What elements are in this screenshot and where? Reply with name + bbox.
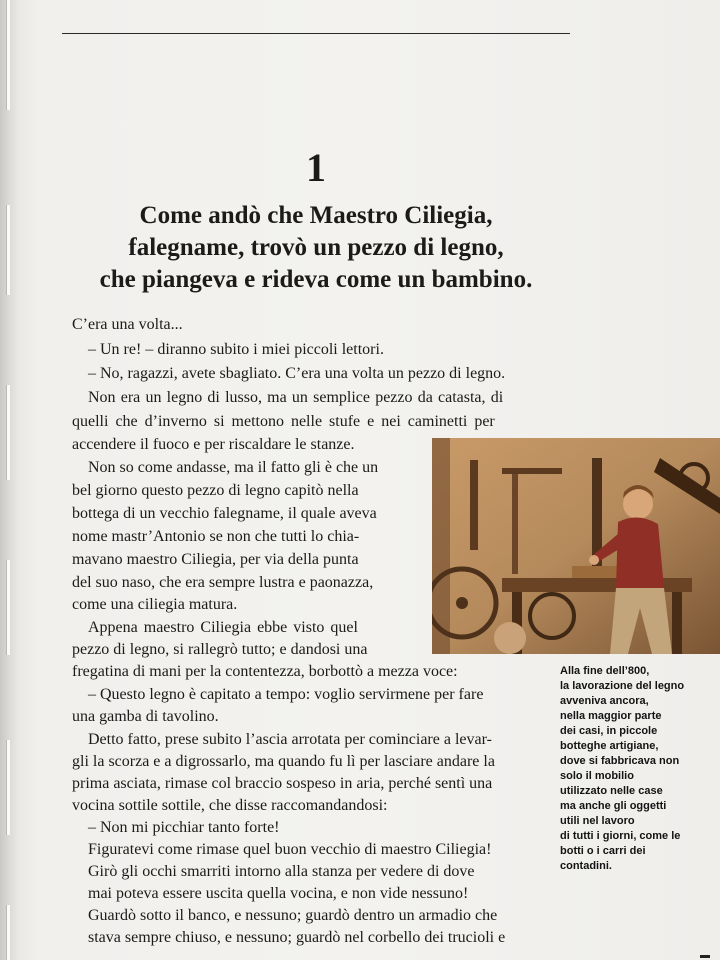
illustration-caption	[560, 664, 720, 874]
page-corner-mark	[700, 955, 710, 958]
workbench-leg	[672, 592, 682, 654]
lathe-hub	[456, 597, 468, 609]
body-line: Non era un legno di lusso, ma un semplice pezzo da catasta, di	[88, 389, 504, 406]
binding-stitch	[6, 560, 10, 655]
body-line: bottega di un vecchio falegname, il quale aveva	[72, 505, 377, 522]
caption-line: utili nel lavoro	[560, 815, 635, 827]
chapter-title-line: falegname, trovò un pezzo di legno,	[128, 234, 504, 261]
caption-line: botteghe artigiane,	[560, 740, 659, 752]
caption-line: di tutti i giorni, come le	[560, 830, 681, 842]
body-line: vocina sottile sottile, che disse raccomandandosi:	[72, 797, 388, 814]
caption-line: nella maggior parte	[560, 710, 662, 722]
body-line: fregatina di mani per la contentezza, borbottò a mezza voce:	[72, 663, 458, 680]
body-line: C’era una volta...	[72, 316, 183, 333]
binding-stitch	[6, 205, 10, 295]
body-line: – Questo legno è capitato a tempo: voglio servirmene per fare	[88, 686, 484, 703]
chapter-title-line: che piangeva e rideva come un bambino.	[99, 266, 533, 293]
body-line: Figuratevi come rimase quel buon vecchio di maestro Ciliegia!	[88, 841, 492, 858]
body-line: una gamba di tavolino.	[72, 708, 219, 725]
workshop-picture	[432, 438, 720, 654]
body-line: accendere il fuoco e per riscaldare le stanze.	[72, 436, 355, 453]
body-line: del suo naso, che era sempre lustra e paonazza,	[72, 574, 374, 591]
carpentry-workshop-illustration	[432, 438, 720, 654]
caption-line: avveniva ancora,	[560, 695, 649, 707]
body-line: bel giorno questo pezzo di legno capitò nella	[72, 482, 359, 499]
body-line: – Non mi picchiar tanto forte!	[88, 819, 280, 836]
body-line: Guardò sotto il banco, e nessuno; guardò dentro un armadio che	[88, 907, 498, 924]
boy-hand	[589, 555, 599, 565]
wall-beam	[470, 460, 478, 550]
caption-line: utilizzato nelle case	[560, 785, 663, 797]
body-line: prima asciata, rimase col braccio sospeso in aria, perché sentì una	[72, 775, 493, 792]
body-line: pezzo di legno, si rallegrò tutto; e dandosi una	[72, 641, 368, 658]
caption-line: dei casi, in piccole	[560, 725, 658, 737]
binding-stitch	[6, 740, 10, 835]
caption-line: contadini.	[560, 860, 612, 872]
wall-shelf	[502, 468, 562, 474]
body-line: – Un re! – diranno subito i miei piccoli lettori.	[88, 341, 384, 358]
header-rule	[62, 33, 570, 34]
caption-line: botti o i carri dei	[560, 845, 646, 857]
lathe-post	[512, 474, 518, 574]
binding-stitch	[6, 385, 10, 480]
body-line: nome mastr’Antonio se non che tutti lo chia-	[72, 528, 360, 545]
body-line: mai poteva essere uscita quella vocina, e non vide nessuno!	[88, 885, 469, 902]
boy-head	[623, 489, 653, 519]
body-line: stava sempre chiuso, e nessuno; guardò nel corbello dei trucioli e	[88, 929, 506, 946]
chapter-title-line: Come andò che Maestro Ciliegia,	[139, 202, 493, 229]
caption-line: Alla fine dell’800,	[560, 665, 650, 677]
body-line: Girò gli occhi smarriti intorno alla stanza per vedere di dove	[88, 863, 475, 880]
caption-line: solo il mobilio	[560, 770, 634, 782]
chapter-title	[62, 200, 570, 296]
body-line: – No, ragazzi, avete sbagliato. C’era una volta un pezzo di legno.	[88, 365, 506, 382]
binding-stitch	[6, 905, 10, 960]
caption-line: la lavorazione del legno	[560, 680, 685, 692]
boy-shirt	[616, 517, 664, 588]
body-line: Appena maestro Ciliegia ebbe visto quel	[88, 619, 358, 636]
body-line: Detto fatto, prese subito l’ascia arrotata per cominciare a levar-	[88, 731, 492, 748]
body-line: mavano maestro Ciliegia, per via della punta	[72, 551, 359, 568]
body-line: Non so come andasse, ma il fatto gli è che un	[88, 459, 379, 476]
body-line: quelli che d’inverno si mettono nelle stufe e nei caminetti per	[72, 413, 495, 430]
chapter-number: 1	[306, 145, 326, 190]
caption-line: ma anche gli oggetti	[560, 800, 667, 812]
caption-line: dove si fabbricava non	[560, 755, 680, 767]
child-head	[494, 622, 526, 654]
body-line: come una ciliegia matura.	[72, 596, 238, 613]
body-line: gli la scorza e a digrossarlo, ma quando fu lì per lasciare andare la	[72, 753, 495, 770]
binding-stitch	[6, 0, 10, 110]
